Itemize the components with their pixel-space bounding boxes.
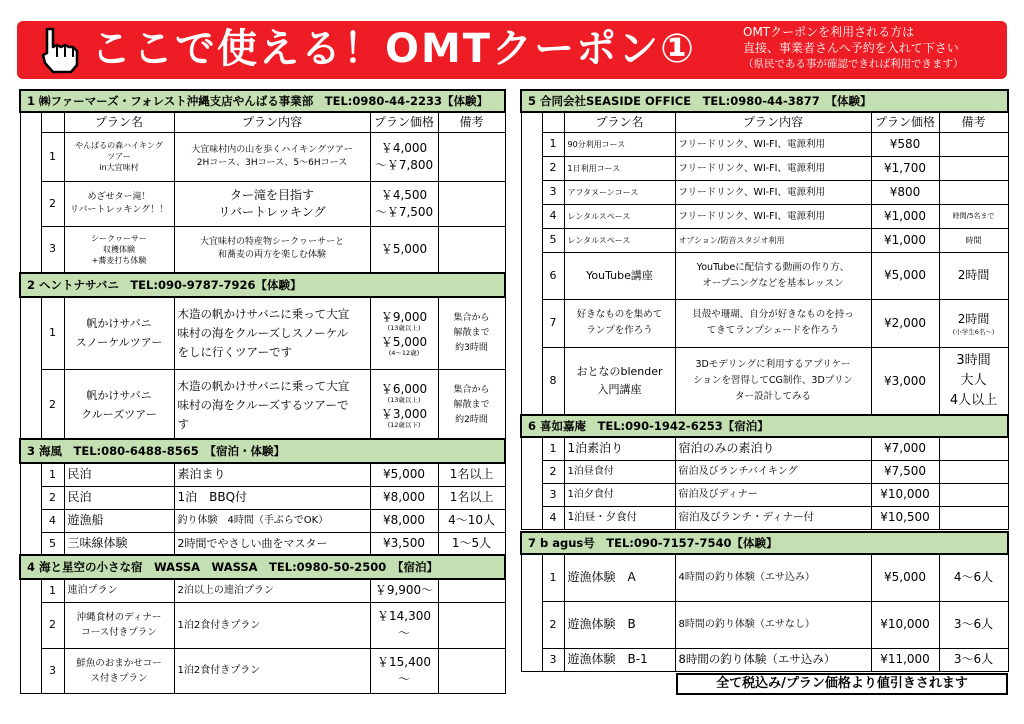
plan-content: 大宜味村の特産物シークヮーサーと 和蕎麦の両方を楽しむ体験 — [174, 226, 370, 272]
row-number: 4 — [41, 509, 64, 532]
row-number: 1 — [41, 579, 64, 602]
table-row — [521, 506, 1008, 529]
plan-name-header: プラン名 — [564, 112, 675, 132]
plan-note — [939, 437, 1008, 460]
table-row — [521, 347, 1008, 415]
indent-cell — [521, 483, 542, 506]
plan-price: ¥3,500 — [370, 532, 438, 555]
plan-name: 民泊 — [64, 463, 174, 486]
plan-content: 8時間の釣り体験（エサ込み） — [675, 648, 871, 671]
plan-content: 宿泊及びランチ・ディナー付 — [675, 506, 871, 529]
row-number: 1 — [41, 297, 64, 369]
plan-name: 鮮魚のおまかせコー ス付きプラン — [64, 648, 174, 693]
indent-cell — [521, 601, 542, 648]
plan-name: 民泊 — [64, 486, 174, 509]
plan-content: 4時間の釣り体験（エサ込み） — [675, 554, 871, 601]
plan-price: ¥1,000 — [871, 204, 939, 228]
section-2-table — [19, 272, 506, 442]
plan-note: 2時間 (小学生6名～) — [939, 299, 1008, 347]
plan-name: シークヮーサー 収穫体験 +蕎麦打ち体験 — [64, 226, 174, 272]
row-number: 5 — [41, 532, 64, 555]
row-number: 1 — [542, 132, 564, 156]
row-number: 2 — [41, 181, 64, 226]
plan-content: 素泊まり — [174, 463, 370, 486]
table-row — [521, 460, 1008, 483]
plan-note: 3～6人 — [939, 601, 1008, 648]
plan-note: 1名以上 — [438, 486, 505, 509]
plan-price: ￥4,500 ～￥7,500 — [370, 181, 438, 226]
plan-content: 2時間でやさしい曲をマスター — [174, 532, 370, 555]
plan-note — [939, 132, 1008, 156]
indent-cell — [521, 648, 542, 671]
plan-content: オプション/防音スタジオ利用 — [675, 228, 871, 252]
row-number: 1 — [542, 554, 564, 601]
plan-note — [939, 483, 1008, 506]
table-row — [521, 156, 1008, 180]
section-title: 7 b agus号 TEL:090-7157-7540【体験】 — [521, 532, 1008, 554]
indent-cell — [20, 463, 41, 486]
plan-content: 貝殻や珊瑚、自分が好きなものを持っ てきてランプシェードを作ろう — [675, 299, 871, 347]
section-4-table — [19, 554, 506, 694]
indent-cell — [20, 532, 41, 555]
row-number: 2 — [41, 369, 64, 441]
plan-note-header: 備考 — [939, 112, 1008, 132]
plan-price: ¥11,000 — [871, 648, 939, 671]
row-number: 6 — [542, 252, 564, 299]
plan-price: ¥580 — [871, 132, 939, 156]
plan-name: 三味線体験 — [64, 532, 174, 555]
table-row — [521, 437, 1008, 460]
plan-price: ¥5,000 — [871, 252, 939, 299]
table-row — [521, 554, 1008, 601]
plan-price-header: プラン価格 — [370, 112, 438, 132]
section-title: 6 喜如嘉庵 TEL:090-1942-6253【宿泊】 — [521, 415, 1008, 437]
plan-price: ￥15,400～ — [370, 648, 438, 693]
plan-price: ¥10,000 — [871, 601, 939, 648]
indent-cell — [521, 252, 542, 299]
indent-cell — [521, 506, 542, 529]
row-number: 1 — [542, 437, 564, 460]
plan-price: ￥5,000 — [370, 226, 438, 272]
indent-cell — [521, 460, 542, 483]
pointing-hand-icon — [37, 25, 85, 75]
plan-price: ¥10,500 — [871, 506, 939, 529]
number-header — [41, 112, 64, 132]
plan-note — [438, 602, 505, 648]
table-row — [20, 463, 505, 486]
row-number: 4 — [542, 204, 564, 228]
section-title: 1 ㈱ファーマーズ・フォレスト沖縄支店やんばる事業部 TEL:0980-44-2233【体験】 — [20, 90, 505, 112]
tax-note: 全て税込み/プラン価格より値引きされます — [676, 673, 1008, 695]
row-number: 3 — [542, 648, 564, 671]
plan-price: ¥3,000 — [871, 347, 939, 415]
plan-price: ¥7,000 — [871, 437, 939, 460]
plan-content: フリードリンク、WI-FI、電源利用 — [675, 204, 871, 228]
header-note-line: （県民である事が確認できれば利用できます） — [743, 58, 964, 70]
indent-cell — [20, 297, 41, 369]
indent-cell — [521, 347, 542, 415]
indent-cell — [521, 228, 542, 252]
plan-note — [438, 226, 505, 272]
table-row — [521, 204, 1008, 228]
plan-price: ￥14,300～ — [370, 602, 438, 648]
plan-name: おとなのblender 入門講座 — [564, 347, 675, 415]
plan-note: 1名以上 — [438, 463, 505, 486]
plan-name: 遊漁体験 B-1 — [564, 648, 675, 671]
plan-name: 遊漁体験 A — [564, 554, 675, 601]
number-header — [542, 112, 564, 132]
indent-cell — [20, 509, 41, 532]
plan-price: ￥4,000 ～￥7,800 — [370, 132, 438, 181]
plan-content: 1泊 BBQ付 — [174, 486, 370, 509]
table-row — [521, 180, 1008, 204]
plan-note: 3時間 大人 4人以上 — [939, 347, 1008, 415]
table-row — [20, 486, 505, 509]
plan-name: レンタルスペース — [564, 228, 675, 252]
indent-cell — [20, 112, 41, 132]
plan-content: 宿泊のみの素泊り — [675, 437, 871, 460]
row-number: 3 — [41, 648, 64, 693]
plan-content: 宿泊及びランチバイキング — [675, 460, 871, 483]
table-row — [20, 648, 505, 693]
header-note-line: 直接、事業者さんへ予約を入れて下さい — [743, 41, 959, 55]
indent-cell — [20, 486, 41, 509]
plan-content: 8時間の釣り体験（エサなし） — [675, 601, 871, 648]
indent-cell — [521, 299, 542, 347]
row-number: 5 — [542, 228, 564, 252]
section-title: 3 海風 TEL:080-6488-8565 【宿泊・体験】 — [20, 439, 505, 463]
plan-name: めざせター滝！ リバートレッキング！！ — [64, 181, 174, 226]
plan-price: ¥7,500 — [871, 460, 939, 483]
table-row — [521, 483, 1008, 506]
table-row — [20, 297, 505, 369]
indent-cell — [20, 369, 41, 441]
plan-note — [438, 132, 505, 181]
plan-name: 帆かけサバニ スノーケルツアー — [64, 297, 174, 369]
section-1-table — [19, 89, 506, 273]
indent-cell — [521, 437, 542, 460]
table-row — [521, 648, 1008, 671]
plan-content: 1泊2食付きプラン — [174, 602, 370, 648]
row-number: 3 — [542, 180, 564, 204]
row-number: 3 — [542, 483, 564, 506]
plan-content: 2泊以上の連泊プラン — [174, 579, 370, 602]
row-number: 1 — [41, 463, 64, 486]
table-row — [521, 601, 1008, 648]
plan-price: ￥9,900～ — [370, 579, 438, 602]
plan-name-header: プラン名 — [64, 112, 174, 132]
plan-price: ¥1,000 — [871, 228, 939, 252]
plan-note — [939, 506, 1008, 529]
section-3-table — [19, 438, 506, 556]
indent-cell — [521, 132, 542, 156]
table-row — [521, 252, 1008, 299]
plan-name: 沖縄食材のディナー コース付きプラン — [64, 602, 174, 648]
page-title: ここで使える！OMTクーポン① — [91, 26, 696, 72]
row-number: 2 — [542, 460, 564, 483]
plan-note: 2時間 — [939, 252, 1008, 299]
header-note — [743, 24, 964, 72]
plan-note: 4～10人 — [438, 509, 505, 532]
row-number: 2 — [41, 486, 64, 509]
plan-note: 時間/5名まで — [939, 204, 1008, 228]
plan-price: ¥5,000 — [871, 554, 939, 601]
plan-name: アフタヌーンコース — [564, 180, 675, 204]
plan-content: 3Dモデリングに利用するアプリケー ションを習得してCG制作、3Dプリン ター設計してみる — [675, 347, 871, 415]
plan-content: 木造の帆かけサバニに乗って大宜 味村の海をクルーズするツアーで す — [174, 369, 370, 441]
plan-content: 木造の帆かけサバニに乗って大宜 味村の海をクルーズしスノーケル をしに行くツアーです — [174, 297, 370, 369]
row-number: 2 — [542, 601, 564, 648]
plan-note: 1～5人 — [438, 532, 505, 555]
table-row — [20, 181, 505, 226]
plan-name: 遊漁船 — [64, 509, 174, 532]
plan-name: 90分利用コース — [564, 132, 675, 156]
table-row — [20, 226, 505, 272]
plan-content: YouTubeに配信する動画の作り方、 オープニングなどを基本レッスン — [675, 252, 871, 299]
indent-cell — [521, 180, 542, 204]
plan-price: ¥5,000 — [370, 463, 438, 486]
plan-content-header: プラン内容 — [174, 112, 370, 132]
plan-price: ¥1,700 — [871, 156, 939, 180]
plan-content: 釣り体験 4時間（手ぶらでOK） — [174, 509, 370, 532]
indent-cell — [521, 554, 542, 601]
indent-cell — [20, 181, 41, 226]
table-row — [20, 132, 505, 181]
section-6-table — [520, 414, 1009, 530]
indent-cell — [521, 112, 542, 132]
plan-name: 連泊プラン — [64, 579, 174, 602]
plan-note — [939, 156, 1008, 180]
plan-note — [939, 180, 1008, 204]
plan-content: ター滝を目指す リバートレッキング — [174, 181, 370, 226]
row-number: 4 — [542, 506, 564, 529]
plan-name: 遊漁体験 B — [564, 601, 675, 648]
plan-note — [438, 579, 505, 602]
plan-content: フリードリンク、WI-FI、電源利用 — [675, 156, 871, 180]
plan-content: フリードリンク、WI-FI、電源利用 — [675, 180, 871, 204]
plan-note-header: 備考 — [438, 112, 505, 132]
row-number: 7 — [542, 299, 564, 347]
table-row — [20, 579, 505, 602]
plan-price-header: プラン価格 — [871, 112, 939, 132]
plan-price: ¥800 — [871, 180, 939, 204]
table-row — [521, 299, 1008, 347]
plan-note: 集合から 解散まで 約2時間 — [438, 369, 505, 441]
section-title: 4 海と星空の小さな宿 WASSA WASSA TEL:0980-50-2500 【宿泊】 — [20, 555, 505, 579]
plan-note: 集合から 解散まで 約3時間 — [438, 297, 505, 369]
row-number: 8 — [542, 347, 564, 415]
plan-price: ¥8,000 — [370, 509, 438, 532]
plan-content: フリードリンク、WI-FI、電源利用 — [675, 132, 871, 156]
row-number: 2 — [542, 156, 564, 180]
table-row — [20, 532, 505, 555]
plan-content: 大宜味村内の山を歩くハイキングツアー 2Hコース、3Hコース、5～6Hコース — [174, 132, 370, 181]
title-banner — [17, 21, 1007, 79]
table-row — [20, 602, 505, 648]
plan-note: 時間 — [939, 228, 1008, 252]
plan-content-header: プラン内容 — [675, 112, 871, 132]
indent-cell — [20, 579, 41, 602]
plan-name: 好きなものを集めて ランプを作ろう — [564, 299, 675, 347]
plan-price: ¥8,000 — [370, 486, 438, 509]
indent-cell — [521, 156, 542, 180]
indent-cell — [20, 226, 41, 272]
plan-note — [438, 181, 505, 226]
plan-name: 帆かけサバニ クルーズツアー — [64, 369, 174, 441]
section-7-table — [520, 531, 1009, 672]
table-row — [20, 369, 505, 441]
row-number: 1 — [41, 132, 64, 181]
row-number: 3 — [41, 226, 64, 272]
plan-name: 1泊昼・夕食付 — [564, 506, 675, 529]
table-row — [521, 228, 1008, 252]
plan-name: 1泊昼食付 — [564, 460, 675, 483]
plan-content: 1泊2食付きプラン — [174, 648, 370, 693]
table-row — [521, 132, 1008, 156]
plan-price: ¥2,000 — [871, 299, 939, 347]
plan-name: やんばるの森ハイキング ツアー in大宜味村 — [64, 132, 174, 181]
section-title: 2 ヘントナサバニ TEL:090-9787-7926【体験】 — [20, 273, 505, 297]
plan-name: 1泊夕食付 — [564, 483, 675, 506]
plan-content: 宿泊及びディナー — [675, 483, 871, 506]
table-row — [20, 509, 505, 532]
plan-name: YouTube講座 — [564, 252, 675, 299]
indent-cell — [521, 204, 542, 228]
indent-cell — [20, 132, 41, 181]
plan-price: ￥9,000 (13歳以上) ￥5,000 (4～12歳) — [370, 297, 438, 369]
plan-name: 1泊素泊り — [564, 437, 675, 460]
plan-name: レンタルスペース — [564, 204, 675, 228]
plan-note: 4～6人 — [939, 554, 1008, 601]
plan-price: ￥6,000 (13歳以上) ￥3,000 (12歳以下) — [370, 369, 438, 441]
section-title: 5 合同会社SEASIDE OFFICE TEL:0980-44-3877 【体験】 — [521, 90, 1008, 112]
plan-note: 3～6人 — [939, 648, 1008, 671]
plan-name: 1日利用コース — [564, 156, 675, 180]
plan-note — [939, 460, 1008, 483]
section-5-table — [520, 89, 1009, 416]
indent-cell — [20, 648, 41, 693]
row-number: 2 — [41, 602, 64, 648]
plan-note — [438, 648, 505, 693]
indent-cell — [20, 602, 41, 648]
plan-price: ¥10,000 — [871, 483, 939, 506]
header-note-line: OMTクーポンを利用される方は — [743, 25, 915, 39]
